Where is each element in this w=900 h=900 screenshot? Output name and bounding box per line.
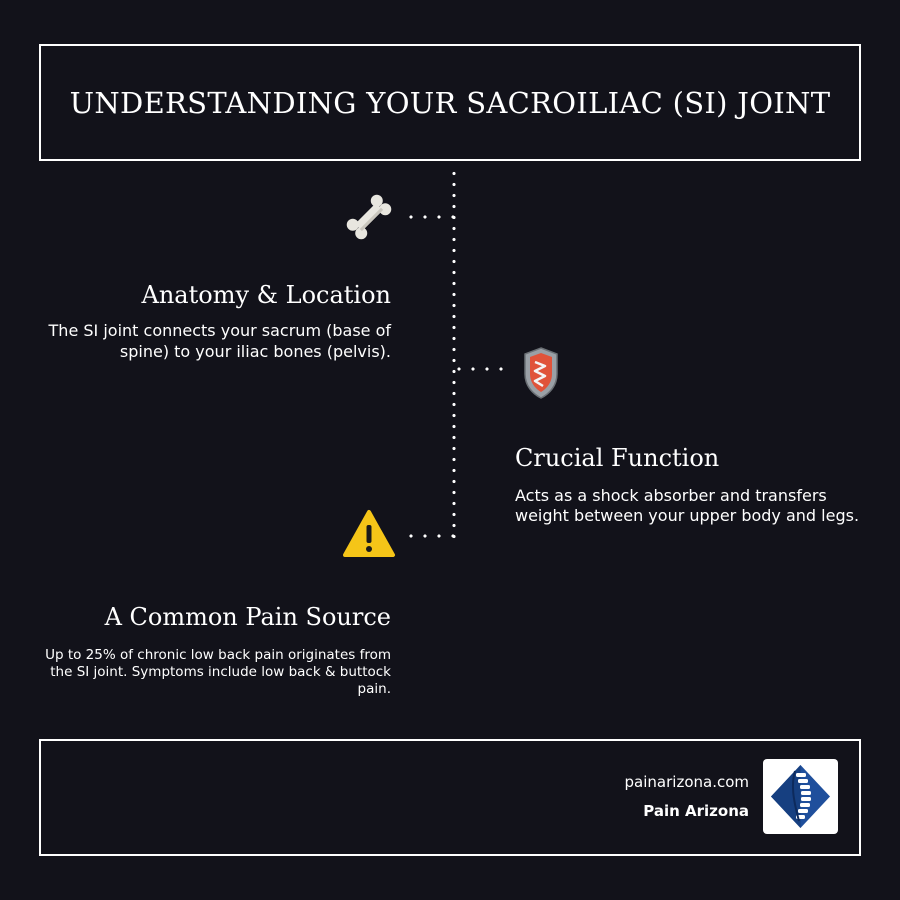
connector-dots-pain [404,534,456,538]
footer-website-link[interactable]: painarizona.com [624,773,749,791]
header-banner [39,44,861,161]
page-title: UNDERSTANDING YOUR SACROILIAC (SI) JOINT [69,85,831,120]
connector-dots-anatomy [404,215,456,219]
spine-logo-icon [763,759,838,834]
shield-icon [521,346,561,400]
footer-brand-name: Pain Arizona [643,802,749,820]
section-text-anatomy: The SI joint connects your sacrum (base of spine) to your iliac bones (pelvis). [48,321,391,361]
timeline-dotted-line [452,168,456,540]
section-text-pain: Up to 25% of chronic low back pain originates from the SI joint. Symptoms include low back & buttock pain. [45,647,391,697]
bone-icon [342,190,396,244]
section-text-function: Acts as a shock absorber and transfers weight between your upper body and legs. [515,486,860,525]
section-heading-anatomy: Anatomy & Location [141,281,391,309]
connector-dots-function [452,367,504,371]
section-heading-pain: A Common Pain Source [104,603,391,631]
section-heading-function: Crucial Function [515,444,720,472]
warning-icon [342,509,396,559]
footer [39,739,861,856]
